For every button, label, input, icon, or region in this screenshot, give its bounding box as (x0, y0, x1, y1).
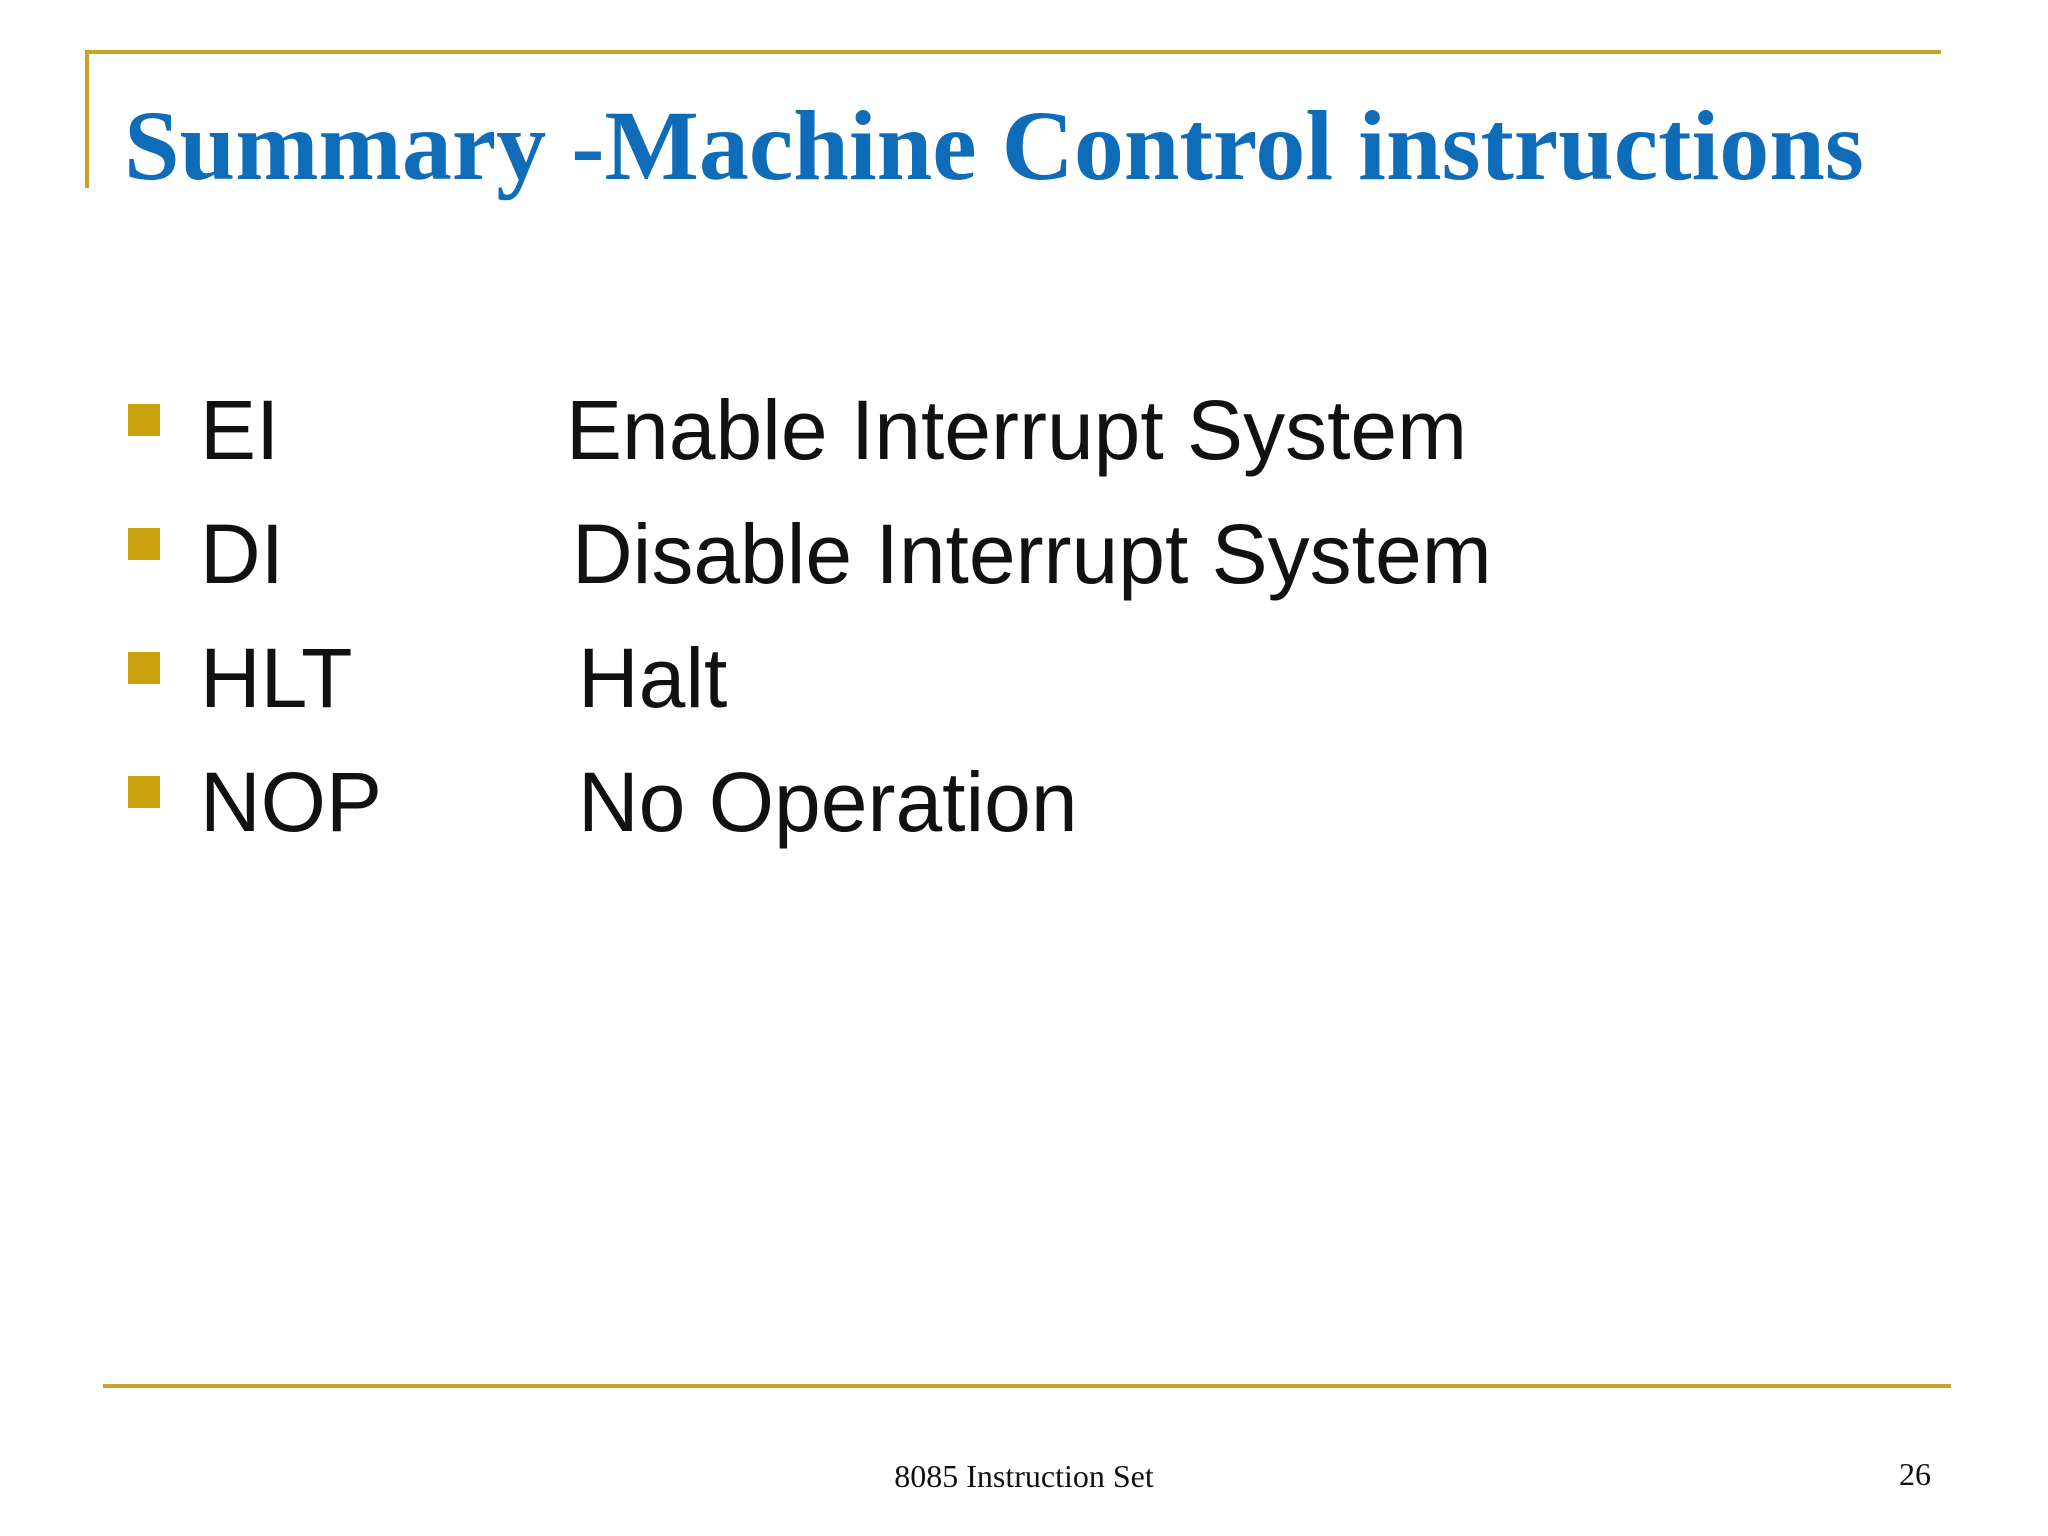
slide-title: Summary -Machine Control instructions (124, 90, 1864, 201)
instruction-description: Enable Interrupt System (566, 383, 1468, 477)
square-bullet-icon (128, 404, 160, 436)
left-border-line (85, 50, 89, 188)
instruction-mnemonic: EI (200, 383, 280, 477)
list-item (0, 494, 2048, 614)
list-item (0, 618, 2048, 738)
footer-title: 8085 Instruction Set (894, 1458, 1154, 1494)
square-bullet-icon (128, 776, 160, 808)
list-item (0, 370, 2048, 490)
list-item (0, 742, 2048, 862)
square-bullet-icon (128, 652, 160, 684)
instruction-description: No Operation (578, 755, 1078, 849)
instruction-description: Disable Interrupt System (572, 507, 1492, 601)
square-bullet-icon (128, 528, 160, 560)
top-border-line (85, 50, 1941, 54)
instruction-description: Halt (578, 631, 728, 725)
footer-divider (103, 1384, 1951, 1388)
instruction-mnemonic: NOP (200, 755, 383, 849)
page-number: 26 (1899, 1456, 1931, 1492)
instruction-mnemonic: HLT (200, 631, 353, 725)
instruction-mnemonic: DI (200, 507, 284, 601)
